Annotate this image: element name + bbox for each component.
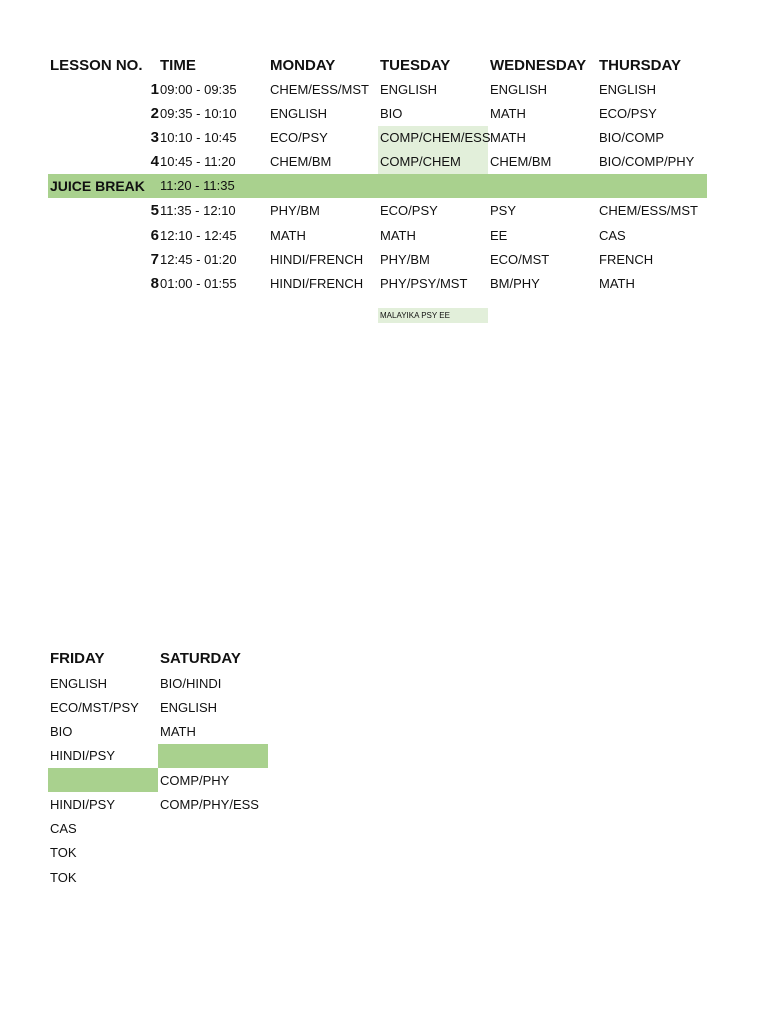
juice-break-time: 11:20 - 11:35 bbox=[160, 178, 235, 193]
cell-saturday: ENGLISH bbox=[160, 700, 218, 715]
cell-monday: PHY/BM bbox=[270, 203, 320, 218]
cell-monday: ENGLISH bbox=[270, 106, 328, 121]
lesson-number: 5 bbox=[150, 202, 159, 219]
cell-wednesday: CHEM/BM bbox=[490, 154, 552, 169]
cell-wednesday: EE bbox=[490, 228, 508, 243]
cell-tuesday: COMP/CHEM/ESS bbox=[380, 130, 491, 145]
lesson-number: 8 bbox=[150, 275, 159, 292]
header-friday: FRIDAY bbox=[50, 650, 105, 667]
cell-tuesday: ENGLISH bbox=[380, 82, 438, 97]
cell-saturday: COMP/PHY bbox=[160, 773, 230, 788]
cell-tuesday: BIO bbox=[380, 106, 403, 121]
cell-tuesday: MATH bbox=[380, 228, 416, 243]
cell-wednesday: ENGLISH bbox=[490, 82, 548, 97]
lesson-time: 11:35 - 12:10 bbox=[160, 203, 236, 218]
lesson-number: 1 bbox=[150, 81, 159, 98]
cell-monday: CHEM/BM bbox=[270, 154, 332, 169]
lesson-time: 12:10 - 12:45 bbox=[160, 228, 237, 243]
lesson-number: 7 bbox=[150, 251, 159, 268]
friday-break-fill bbox=[48, 768, 158, 792]
cell-monday: ECO/PSY bbox=[270, 130, 328, 145]
cell-wednesday: PSY bbox=[490, 203, 517, 218]
lesson-time: 10:45 - 11:20 bbox=[160, 154, 236, 169]
cell-friday: HINDI/PSY bbox=[50, 797, 116, 812]
juice-break-label: JUICE BREAK bbox=[50, 178, 145, 194]
cell-wednesday: BM/PHY bbox=[490, 276, 540, 291]
cell-thursday: CAS bbox=[599, 228, 626, 243]
cell-monday: CHEM/ESS/MST bbox=[270, 82, 369, 97]
cell-friday: HINDI/PSY bbox=[50, 748, 116, 763]
cell-friday: ECO/MST/PSY bbox=[50, 700, 139, 715]
lesson-number: 4 bbox=[150, 153, 159, 170]
header-monday: MONDAY bbox=[270, 57, 336, 74]
cell-thursday: ECO/PSY bbox=[599, 106, 657, 121]
cell-thursday: MATH bbox=[599, 276, 635, 291]
lesson-number: 3 bbox=[150, 129, 159, 146]
cell-tuesday: PHY/BM bbox=[380, 252, 430, 267]
header-lesson-no: LESSON NO. bbox=[50, 57, 143, 74]
cell-thursday: BIO/COMP bbox=[599, 130, 665, 145]
cell-monday: HINDI/FRENCH bbox=[270, 252, 364, 267]
lesson-number: 6 bbox=[150, 227, 159, 244]
cell-wednesday: ECO/MST bbox=[490, 252, 550, 267]
cell-saturday: BIO/HINDI bbox=[160, 676, 222, 691]
header-tuesday: TUESDAY bbox=[380, 57, 451, 74]
cell-friday: ENGLISH bbox=[50, 676, 108, 691]
header-time: TIME bbox=[160, 57, 196, 74]
cell-wednesday: MATH bbox=[490, 106, 526, 121]
cell-saturday: COMP/PHY/ESS bbox=[160, 797, 259, 812]
juice-break-band bbox=[48, 174, 707, 198]
note-text: MALAYIKA PSY EE bbox=[380, 311, 450, 320]
lesson-time: 10:10 - 10:45 bbox=[160, 130, 237, 145]
cell-tuesday: COMP/CHEM bbox=[380, 154, 461, 169]
header-saturday: SATURDAY bbox=[160, 650, 241, 667]
cell-friday: CAS bbox=[50, 821, 77, 836]
cell-thursday: CHEM/ESS/MST bbox=[599, 203, 698, 218]
cell-thursday: FRENCH bbox=[599, 252, 654, 267]
lesson-time: 01:00 - 01:55 bbox=[160, 276, 237, 291]
lesson-time: 09:00 - 09:35 bbox=[160, 82, 237, 97]
cell-monday: MATH bbox=[270, 228, 306, 243]
lesson-time: 09:35 - 10:10 bbox=[160, 106, 237, 121]
cell-saturday: MATH bbox=[160, 724, 196, 739]
header-thursday: THURSDAY bbox=[599, 57, 681, 74]
lesson-number: 2 bbox=[150, 105, 159, 122]
cell-wednesday: MATH bbox=[490, 130, 526, 145]
cell-tuesday: PHY/PSY/MST bbox=[380, 276, 468, 291]
cell-tuesday: ECO/PSY bbox=[380, 203, 438, 218]
saturday-break-fill bbox=[158, 744, 268, 768]
header-wednesday: WEDNESDAY bbox=[490, 57, 587, 74]
cell-thursday: BIO/COMP/PHY bbox=[599, 154, 695, 169]
cell-monday: HINDI/FRENCH bbox=[270, 276, 364, 291]
cell-thursday: ENGLISH bbox=[599, 82, 657, 97]
cell-friday: BIO bbox=[50, 724, 73, 739]
cell-friday: TOK bbox=[50, 845, 77, 860]
lesson-time: 12:45 - 01:20 bbox=[160, 252, 237, 267]
cell-friday: TOK bbox=[50, 870, 77, 885]
